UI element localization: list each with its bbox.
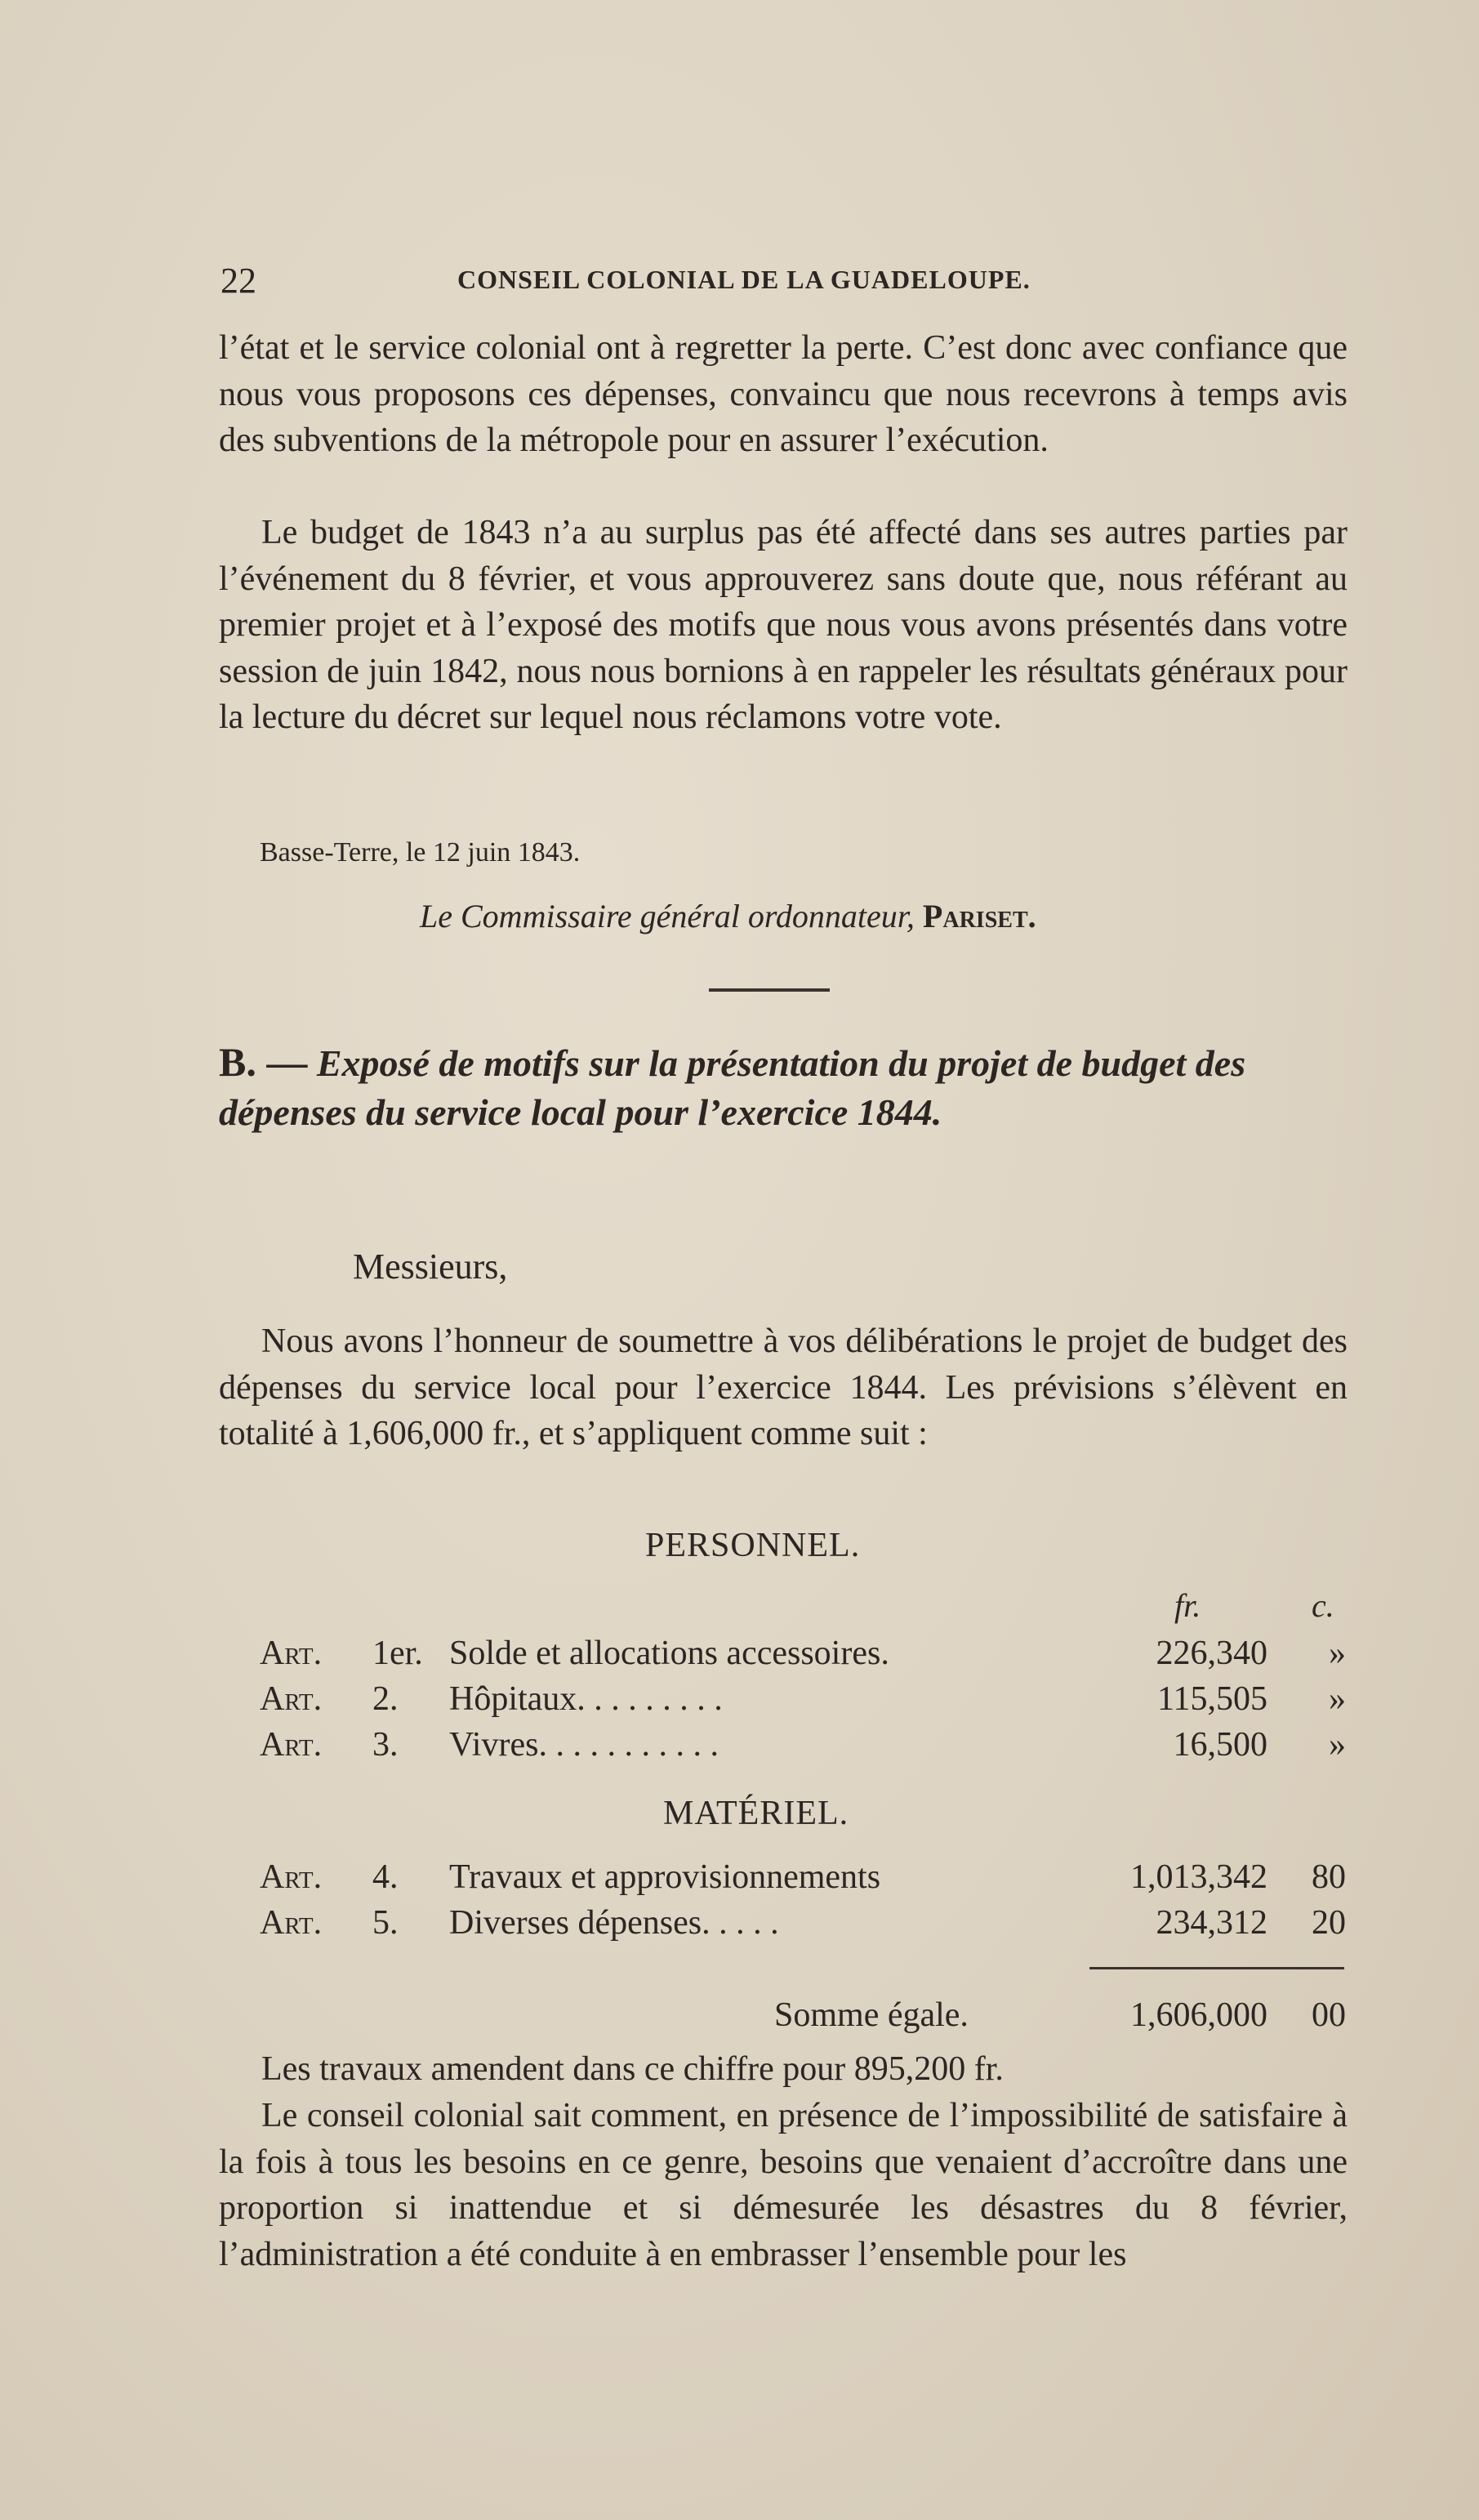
- intro-paragraph-2: Le budget de 1843 n’a au surplus pas été affecté dans ses autres parties par l’événement du 8 février, et vous approuverez sans doute que, nous référant au premier projet et à l’exposé des motifs que nous vous avons présentés dans votre session de juin 1842, nous nous bornions à en rappeler les résultats généraux pour la lecture du décret sur lequel nous réclamons votre vote.: [219, 514, 1348, 736]
- page-header: [221, 260, 1348, 301]
- date-line: Basse-Terre, le 12 juin 1843.: [260, 837, 581, 868]
- running-title: CONSEIL COLONIAL DE LA GUADELOUPE.: [457, 265, 1031, 294]
- article-description: Diverses dépenses. . . . .: [449, 1904, 779, 1942]
- intro-paragraph-1: l’état et le service colonial ont à regretter la perte. C’est donc avec confiance que nous vous proposons ces dépenses, convaincu que nous recevrons à temps avis des subventions de la métropole pour en assurer l’exécution.: [219, 329, 1348, 459]
- article-label: Art.: [260, 1726, 323, 1764]
- article-description: Solde et allocations accessoires.: [449, 1635, 889, 1672]
- budget-row-2: [260, 1679, 1346, 1725]
- article-francs: 115,505: [1157, 1680, 1267, 1718]
- budget-row-5: [260, 1903, 1346, 1949]
- article-description: Travaux et approvisionnements: [449, 1858, 881, 1896]
- total-francs: 1,606,000: [1130, 1996, 1267, 2034]
- article-centimes: »: [1329, 1635, 1346, 1672]
- article-number: 4.: [372, 1858, 399, 1896]
- signature-name: Pariset.: [922, 898, 1036, 934]
- article-label: Art.: [260, 1635, 323, 1672]
- article-label: Art.: [260, 1904, 323, 1942]
- body-intro-paragraph: Nous avons l’honneur de soumettre à vos délibérations le projet de budget des dépenses du service local pour l’exercice 1844. Les prévisions s’élèvent en totalité à 1,606,000 fr., et s’appliquent comme suit :: [219, 1322, 1348, 1452]
- article-centimes: 80: [1312, 1858, 1346, 1896]
- article-description: Hôpitaux. . . . . . . . .: [449, 1680, 723, 1718]
- closing-paragraph-2: Le conseil colonial sait comment, en présence de l’impossibilité de satisfaire à la fois à tous les besoins en ce genre, besoins que venaient d’accroître dans une proportion si inattendue et si démesurée les désastres du 8 février, l’administration a été conduite à en embrasser l’ensemble pour les: [219, 2097, 1348, 2273]
- total-label: Somme égale.: [774, 1996, 969, 2034]
- article-number: 1er.: [372, 1635, 423, 1672]
- article-description: Vivres. . . . . . . . . . .: [449, 1726, 719, 1764]
- total-centimes: 00: [1312, 1996, 1346, 2034]
- budget-row-4: [260, 1858, 1346, 1903]
- section-letter: B. —: [219, 1039, 308, 1085]
- page-number: 22: [221, 261, 256, 301]
- article-centimes: 20: [1312, 1904, 1346, 1942]
- materiel-heading: MATÉRIEL.: [663, 1795, 849, 1832]
- budget-row-1: [260, 1634, 1346, 1679]
- article-francs: 226,340: [1156, 1635, 1267, 1672]
- article-label: Art.: [260, 1680, 323, 1718]
- section-divider: [709, 988, 830, 992]
- article-number: 2.: [372, 1680, 399, 1718]
- article-number: 3.: [372, 1726, 399, 1764]
- personnel-heading: PERSONNEL.: [645, 1527, 861, 1564]
- article-label: Art.: [260, 1858, 323, 1896]
- article-francs: 16,500: [1173, 1726, 1267, 1764]
- signature: [420, 897, 1036, 935]
- section-heading: [219, 1037, 1348, 1137]
- article-francs: 1,013,342: [1130, 1858, 1267, 1896]
- article-centimes: »: [1329, 1726, 1346, 1764]
- unit-centimes-label: c.: [1312, 1587, 1334, 1624]
- article-number: 5.: [372, 1904, 399, 1942]
- budget-row-3: [260, 1725, 1346, 1771]
- salutation: Messieurs,: [353, 1247, 508, 1287]
- total-rule: [1089, 1967, 1344, 1969]
- article-centimes: »: [1329, 1680, 1346, 1718]
- section-title: Exposé de motifs sur la présentation du projet de budget des dépenses du service local pour l’exercice 1844.: [219, 1042, 1246, 1133]
- signature-title: Le Commissaire général ordonnateur,: [420, 898, 915, 934]
- closing-paragraph-1: Les travaux amendent dans ce chiffre pour 895,200 fr.: [261, 2050, 1004, 2088]
- unit-francs-label: fr.: [1174, 1587, 1201, 1624]
- article-francs: 234,312: [1156, 1904, 1267, 1942]
